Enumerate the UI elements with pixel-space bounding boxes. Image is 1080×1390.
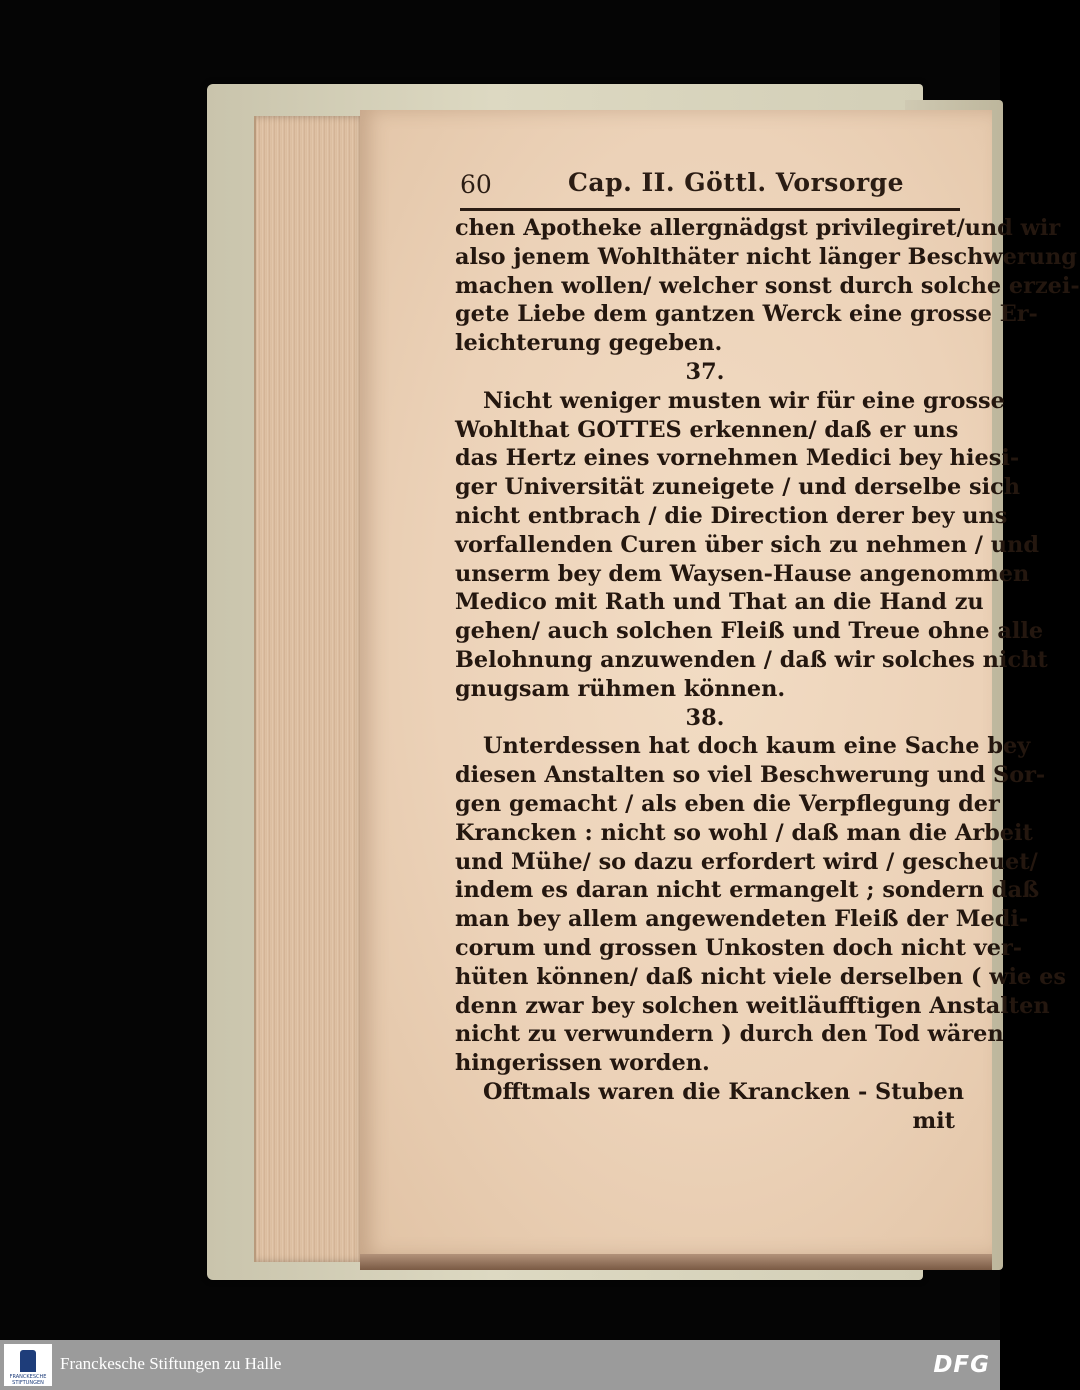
logo-text: FRANCKESCHE STIFTUNGEN: [9, 1374, 47, 1386]
text-line: vorfallenden Curen über sich zu nehmen / und: [455, 531, 1039, 558]
text-line: indem es daran nicht ermangelt ; sondern daß: [455, 877, 1040, 904]
institution-name[interactable]: Franckesche Stiftungen zu Halle: [60, 1354, 282, 1373]
text-line: nicht entbrach / die Direction derer bey uns: [455, 502, 1008, 529]
dfg-logo[interactable]: DFG: [933, 1352, 990, 1378]
text-line: Nicht weniger musten wir für eine grosse: [483, 387, 1005, 414]
text-line: Unterdessen hat doch kaum eine Sache bey: [483, 733, 1031, 760]
text-line: man bey allem angewendeten Fleiß der Medi-: [455, 906, 1029, 933]
footer-bar: [0, 1340, 1000, 1390]
text-line: corum und grossen Unkosten doch nicht ver-: [455, 934, 1023, 961]
text-line: gehen/ auch solchen Fleiß und Treue ohne alle: [455, 618, 1044, 645]
text-line: Krancken : nicht so wohl / daß man die Arbeit: [455, 819, 1033, 846]
text-line: also jenem Wohlthäter nicht länger Beschwerung: [455, 243, 1077, 270]
text-line: gete Liebe dem gantzen Werck eine grosse Er-: [455, 301, 1038, 328]
running-title: Cap. II. Göttl. Vorsorge: [568, 168, 905, 197]
building-icon: [20, 1350, 36, 1372]
page-text: [455, 214, 1080, 1136]
page-edges: [254, 116, 368, 1262]
text-line: Wohlthat GOTTES erkennen/ daß er uns: [455, 416, 959, 443]
text-line: diesen Anstalten so viel Beschwerung und Sor-: [455, 762, 1046, 789]
text-line: und Mühe/ so dazu erfordert wird / gescheuet/: [455, 848, 1038, 875]
francke-logo[interactable]: [4, 1344, 52, 1386]
text-line: unserm bey dem Waysen-Hause angenommen: [455, 560, 1030, 587]
text-line: denn zwar bey solchen weitläufftigen Anstalten: [455, 992, 1050, 1019]
text-line: das Hertz eines vornehmen Medici bey hiesi-: [455, 445, 1020, 472]
text-line: gnugsam rühmen können.: [455, 675, 786, 702]
text-line: hüten können/ daß nicht viele derselben ( wie es: [455, 963, 1066, 990]
text-line: ger Universität zuneigete / und derselbe sich: [455, 474, 1021, 501]
text-line: Offtmals waren die Krancken - Stuben: [483, 1078, 965, 1105]
catchword: mit: [912, 1107, 955, 1134]
text-line: chen Apotheke allergnädgst privilegiret/und wir: [455, 215, 1061, 241]
section-number-38: 38.: [685, 704, 725, 731]
page-number: 60: [460, 170, 492, 199]
text-line: leichterung gegeben.: [455, 330, 723, 357]
header-rule: [460, 208, 960, 211]
page-bottom-edge: [360, 1254, 992, 1270]
text-line: gen gemacht / als eben die Verpflegung der: [455, 790, 1000, 817]
text-line: machen wollen/ welcher sonst durch solche erzei-: [455, 272, 1080, 299]
section-number-37: 37.: [685, 358, 725, 385]
text-line: Belohnung anzuwenden / daß wir solches nicht: [455, 646, 1048, 673]
text-line: nicht zu verwundern ) durch den Tod wären: [455, 1021, 1004, 1048]
text-line: hingerissen worden.: [455, 1050, 710, 1077]
page-header: [460, 168, 960, 208]
text-line: Medico mit Rath und That an die Hand zu: [455, 589, 984, 616]
